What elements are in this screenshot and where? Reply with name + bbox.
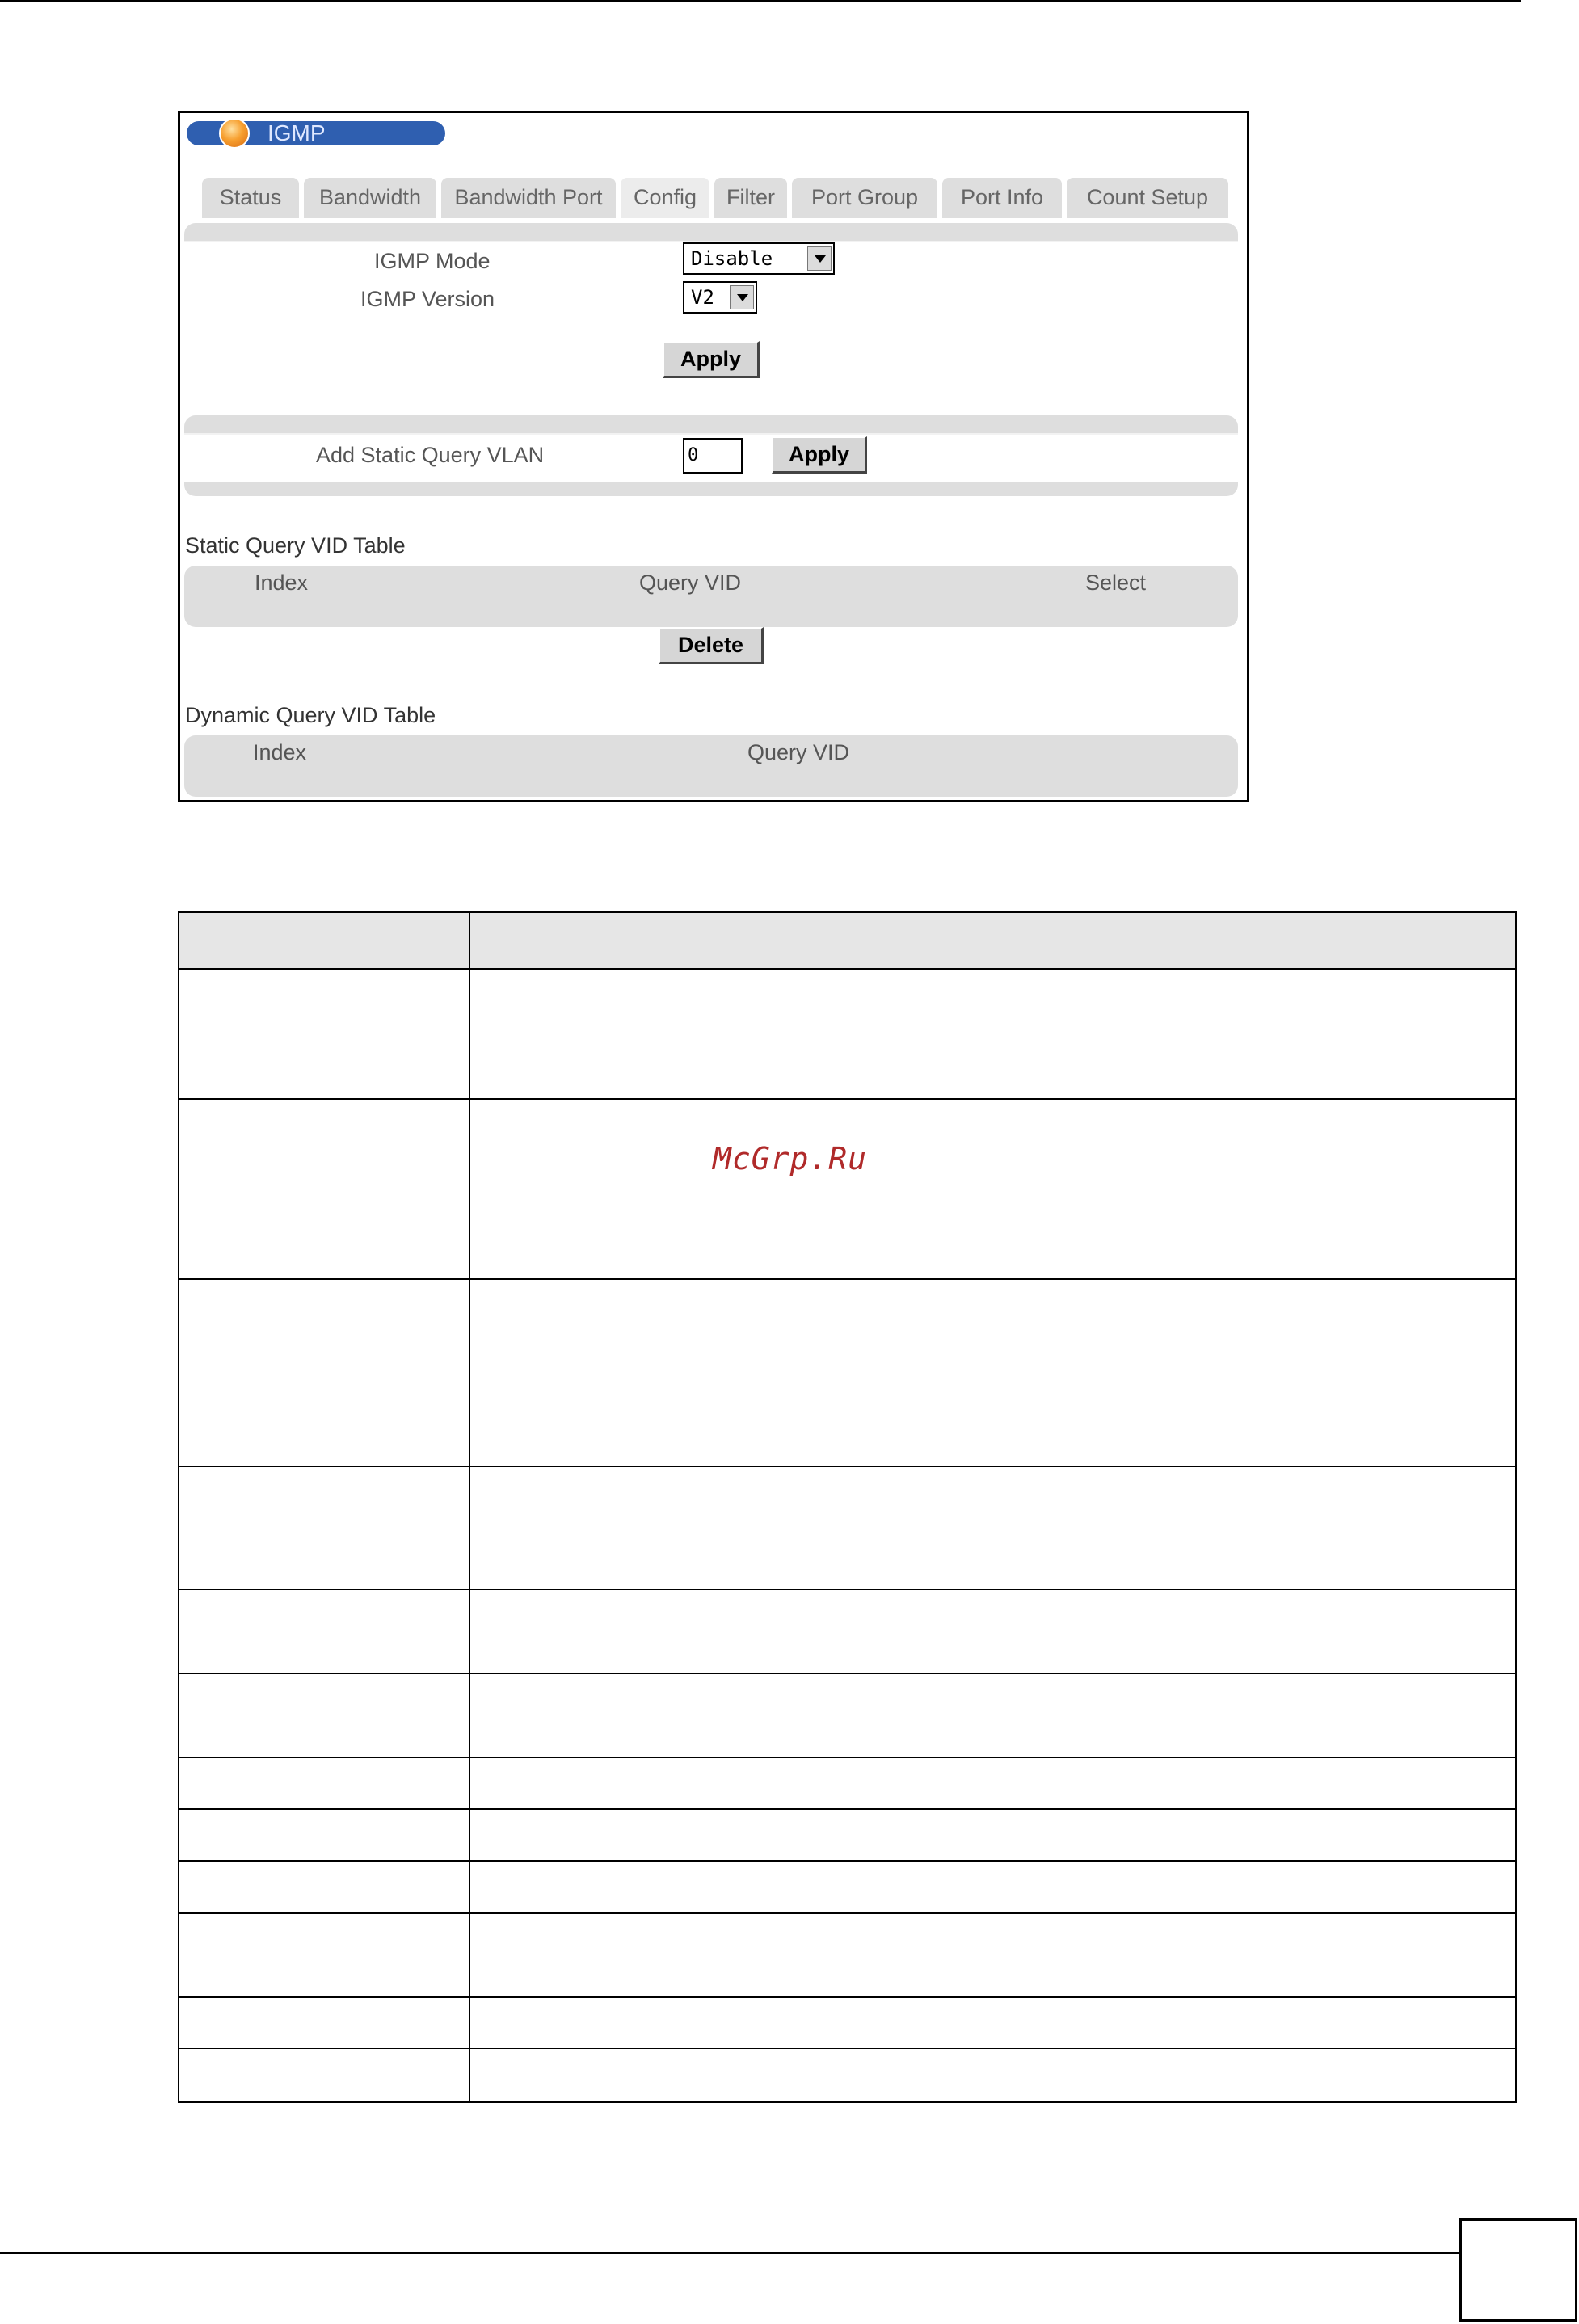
- bottom-rule: [0, 2252, 1461, 2254]
- description-table: [178, 911, 1517, 2103]
- igmp-version-value: V2: [691, 286, 714, 309]
- row-divider: [179, 1808, 1515, 1810]
- apply-button[interactable]: Apply: [663, 341, 760, 378]
- chevron-down-icon: [730, 285, 754, 309]
- static-col-index: Index: [255, 570, 309, 595]
- top-rule: [0, 0, 1521, 2]
- tab-port-group[interactable]: Port Group: [792, 178, 937, 218]
- dynamic-col-index: Index: [253, 740, 307, 764]
- igmp-config-panel: [178, 111, 1249, 802]
- tab-filter[interactable]: Filter: [714, 178, 787, 218]
- igmp-title-bar: [187, 121, 445, 145]
- description-table-header: [179, 913, 1515, 970]
- watermark: McGrp.Ru: [713, 1141, 868, 1177]
- tab-bandwidth[interactable]: Bandwidth: [304, 178, 436, 218]
- row-divider: [179, 1466, 1515, 1467]
- row-divider: [179, 1278, 1515, 1280]
- chevron-down-icon: [807, 246, 832, 271]
- column-divider: [469, 913, 470, 2101]
- dynamic-col-query-vid: Query VID: [747, 740, 850, 764]
- orange-ball-icon: [219, 118, 250, 149]
- igmp-mode-value: Disable: [691, 247, 773, 270]
- row-divider: [179, 1673, 1515, 1674]
- tab-config[interactable]: Config: [621, 178, 709, 218]
- dynamic-query-vid-table-title: Dynamic Query VID Table: [185, 703, 436, 727]
- row-divider: [179, 1098, 1515, 1100]
- delete-button[interactable]: Delete: [659, 627, 764, 664]
- static-col-query-vid: Query VID: [639, 570, 742, 595]
- igmp-title: IGMP: [267, 120, 326, 145]
- tab-status[interactable]: Status: [202, 178, 299, 218]
- igmp-mode-label: IGMP Mode: [374, 249, 491, 273]
- row-divider: [179, 1912, 1515, 1914]
- row-divider: [179, 1860, 1515, 1862]
- static-col-select: Select: [1085, 570, 1147, 595]
- add-static-query-vlan-label: Add Static Query VLAN: [316, 443, 545, 467]
- dynamic-query-vid-table: [184, 735, 1238, 797]
- apply-static-vlan-button[interactable]: Apply: [772, 436, 867, 474]
- tab-bandwidth-port[interactable]: Bandwidth Port: [441, 178, 616, 218]
- static-query-vlan-input[interactable]: 0: [683, 438, 743, 474]
- tab-count-setup[interactable]: Count Setup: [1067, 178, 1228, 218]
- row-divider: [179, 1996, 1515, 1998]
- igmp-version-select[interactable]: [683, 281, 757, 314]
- row-divider: [179, 1589, 1515, 1590]
- row-divider: [179, 2048, 1515, 2049]
- row-divider: [179, 1757, 1515, 1758]
- igmp-version-label: IGMP Version: [360, 287, 495, 311]
- page-number-box: [1459, 2218, 1577, 2322]
- static-query-vid-table-title: Static Query VID Table: [185, 533, 406, 558]
- tab-port-info[interactable]: Port Info: [942, 178, 1062, 218]
- igmp-mode-select[interactable]: [683, 242, 835, 275]
